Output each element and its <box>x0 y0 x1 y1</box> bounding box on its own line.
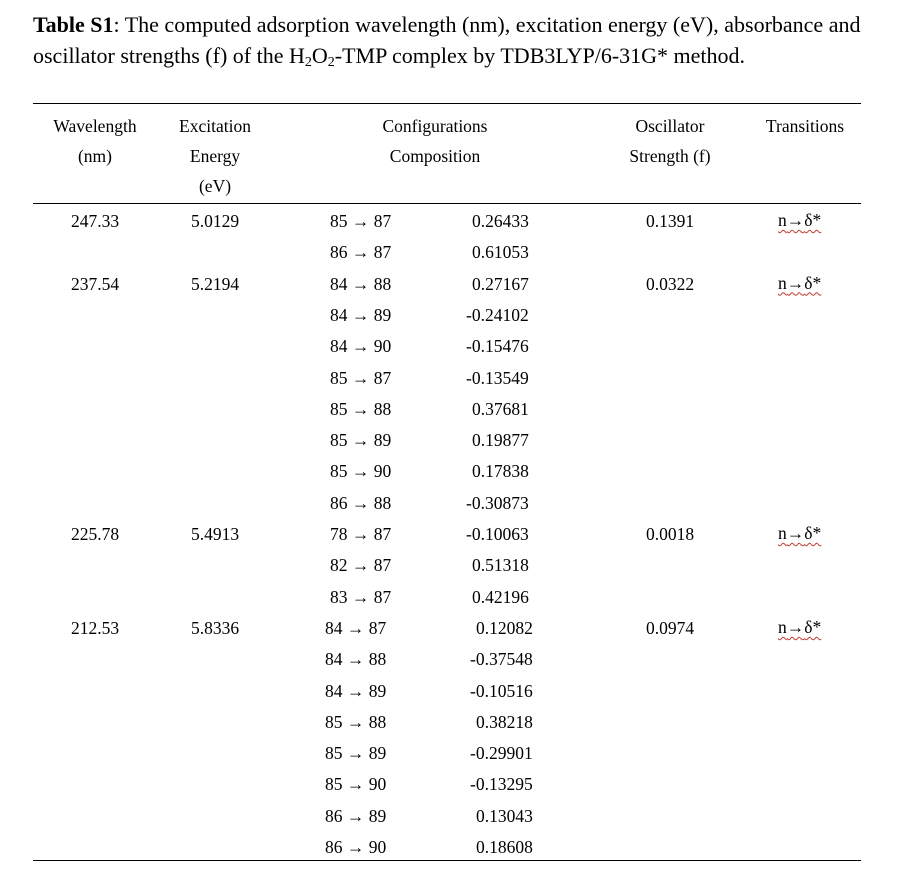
configuration-coefficient: 0.17838 <box>472 461 529 482</box>
excitation-energy-value: 5.2194 <box>190 273 240 294</box>
configuration-orbitals: 84 → 88 <box>325 649 387 670</box>
configuration-coefficient: -0.10063 <box>466 524 529 544</box>
transition-from: n <box>778 272 787 293</box>
configuration-orbitals: 84 → 90 <box>330 336 392 357</box>
transition-value <box>778 522 848 544</box>
configuration-coefficient: 0.26433 <box>472 211 529 231</box>
configuration-orbitals: 84 → 89 <box>325 680 387 701</box>
oscillator-strength-value: 0.0974 <box>645 617 695 638</box>
configuration-coefficient: -0.13549 <box>466 367 529 388</box>
header-excitation-line-1: Excitation <box>179 116 251 136</box>
transition-from: n <box>778 210 787 230</box>
header-oscillator-line-2: Strength (f) <box>629 146 711 166</box>
wavelength-value: 247.33 <box>70 211 120 231</box>
configuration-coefficient: 0.19877 <box>472 430 529 451</box>
configuration-coefficient: -0.10516 <box>470 680 533 701</box>
configuration-coefficient: 0.51318 <box>472 555 529 576</box>
configuration-orbitals: 84 → 89 <box>330 304 392 325</box>
configuration-coefficient: 0.18608 <box>476 837 533 857</box>
transition-arrow-icon: → <box>786 616 805 637</box>
header-rule <box>33 203 861 204</box>
configuration-orbitals: 86 → 90 <box>325 837 387 857</box>
transition-to: δ* <box>804 210 822 230</box>
configuration-orbitals: 85 → 87 <box>330 367 392 388</box>
header-configurations-line-1: Configurations <box>382 116 488 136</box>
configuration-orbitals: 86 → 89 <box>325 805 387 826</box>
configuration-coefficient: -0.37548 <box>470 649 533 670</box>
configuration-orbitals: 86 → 87 <box>330 242 392 263</box>
configuration-coefficient: -0.15476 <box>466 336 529 357</box>
configuration-coefficient: -0.29901 <box>470 743 533 764</box>
transition-value <box>778 209 848 231</box>
configuration-coefficient: -0.13295 <box>470 774 533 795</box>
configuration-orbitals: 83 → 87 <box>330 586 392 607</box>
oscillator-strength-value: 0.1391 <box>645 211 695 231</box>
top-rule <box>33 103 861 104</box>
configuration-orbitals: 84 → 87 <box>325 617 387 638</box>
caption-subscript-1: 2 <box>304 55 312 70</box>
header-excitation <box>160 111 270 201</box>
header-transitions <box>750 111 860 141</box>
configuration-coefficient: 0.37681 <box>472 398 529 419</box>
transition-to: δ* <box>804 523 822 543</box>
header-configurations-line-2: Composition <box>389 146 481 166</box>
configuration-orbitals: 85 → 90 <box>330 461 392 482</box>
configuration-orbitals: 85 → 88 <box>330 398 392 419</box>
configuration-coefficient: 0.42196 <box>472 586 529 607</box>
caption-text-3: -TMP complex by TDB3LYP/6-31G* method. <box>334 43 746 68</box>
caption-subscript-2: 2 <box>327 55 335 70</box>
configuration-coefficient: 0.61053 <box>472 242 529 263</box>
table-caption <box>33 9 893 71</box>
header-wavelength <box>40 111 150 171</box>
configuration-coefficient: 0.38218 <box>476 711 533 732</box>
caption-text-1: : The computed adsorption wavelength (nm), excitation energy (eV), absorbance and oscillator strengths (f) of the H <box>33 12 861 68</box>
excitation-energy-value: 5.8336 <box>190 617 240 638</box>
transition-from: n <box>778 616 787 637</box>
configuration-orbitals: 78 → 87 <box>330 524 392 544</box>
transition-to: δ* <box>804 616 822 637</box>
configuration-orbitals: 85 → 90 <box>325 774 387 795</box>
configuration-coefficient: 0.27167 <box>472 273 529 294</box>
configuration-orbitals: 85 → 88 <box>325 711 387 732</box>
wavelength-value: 225.78 <box>70 524 120 544</box>
header-wavelength-line-2: (nm) <box>77 146 113 166</box>
header-oscillator-line-1: Oscillator <box>635 116 705 136</box>
configuration-coefficient: -0.24102 <box>466 304 529 325</box>
configuration-orbitals: 85 → 87 <box>330 211 392 231</box>
bottom-rule <box>33 860 861 861</box>
wavelength-value: 237.54 <box>70 273 120 294</box>
excitation-energy-value: 5.0129 <box>190 211 240 231</box>
header-oscillator <box>610 111 730 171</box>
transition-value <box>778 272 848 294</box>
transition-value <box>778 616 848 638</box>
configuration-orbitals: 84 → 88 <box>330 273 392 294</box>
header-excitation-line-2: Energy <box>189 146 241 166</box>
transition-arrow-icon: → <box>786 523 805 543</box>
transition-arrow-icon: → <box>786 272 805 293</box>
transition-from: n <box>778 523 787 543</box>
header-transitions-line-1: Transitions <box>765 116 845 136</box>
header-configurations <box>345 111 525 171</box>
excitation-energy-value: 5.4913 <box>190 524 240 544</box>
table-label: Table S1 <box>33 12 114 37</box>
transition-to: δ* <box>804 272 822 293</box>
oscillator-strength-value: 0.0018 <box>645 524 695 544</box>
header-excitation-line-3: (eV) <box>198 176 232 196</box>
configuration-orbitals: 85 → 89 <box>330 430 392 451</box>
configuration-orbitals: 86 → 88 <box>330 492 392 513</box>
configuration-coefficient: -0.30873 <box>466 492 529 513</box>
configuration-coefficient: 0.12082 <box>476 617 533 638</box>
caption-text-2: O <box>311 43 328 68</box>
wavelength-value: 212.53 <box>70 617 120 638</box>
configuration-orbitals: 85 → 89 <box>325 743 387 764</box>
configuration-coefficient: 0.13043 <box>476 805 533 826</box>
configuration-orbitals: 82 → 87 <box>330 555 392 576</box>
header-wavelength-line-1: Wavelength <box>53 116 137 136</box>
oscillator-strength-value: 0.0322 <box>645 273 695 294</box>
transition-arrow-icon: → <box>786 210 805 230</box>
